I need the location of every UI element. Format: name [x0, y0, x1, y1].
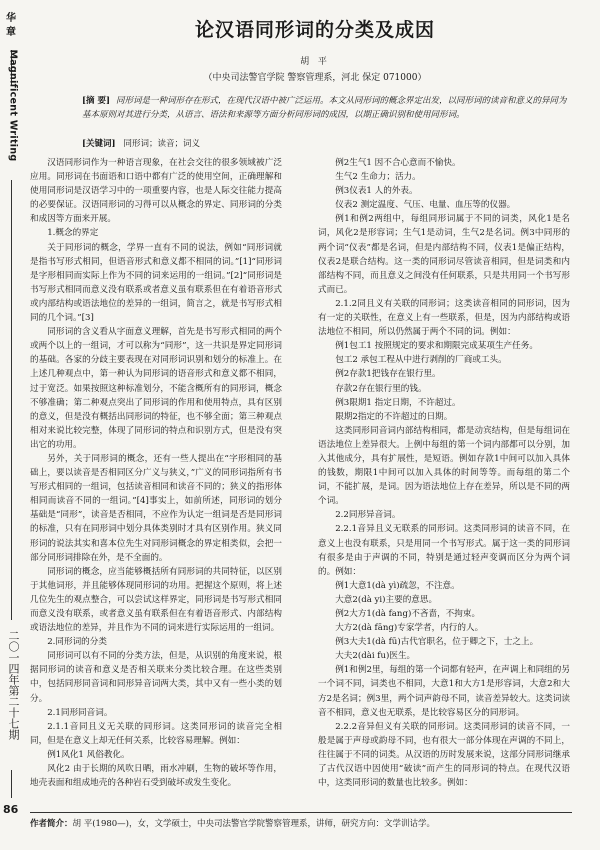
right-column [318, 156, 570, 796]
side-magazine-name: Magnificent Writing [7, 49, 19, 162]
side-journal-chars: 华章 [6, 13, 16, 38]
paragraph: 2.1.1音同且义无关联的同形词。这类同形词的读音完全相同，但是在意义上却无任何关系，比较容易理解。例如： [30, 721, 282, 746]
keywords-label: [关键词] [82, 139, 116, 149]
paragraph: 例1大意1(dà yì)疏忽，不注意。 [335, 580, 460, 591]
paragraph: 风化2 由于长期的风吹日晒，雨水冲刷，生物的破坏等作用，地壳表面和组成地壳的各种岩石受到破坏或发生变化。 [30, 764, 282, 789]
keywords [82, 137, 572, 151]
abstract-text: 同形词是一种词形存在形式，在现代汉语中被广泛运用。本文从同形词的概念界定出发，以同形词的读音和意义的异同为基本原则对其进行分类，从语言、语法和来源等方面分析同形词的成因，以期正确识别和使用同形词。 [82, 96, 567, 120]
side-strip [0, 0, 22, 850]
side-rule-bottom [11, 770, 12, 798]
side-rule-middle [11, 180, 12, 620]
section-heading: 2.同形词的分类 [47, 637, 107, 648]
author-bio [30, 818, 590, 830]
author-bio-text: 胡 平(1980—)，女，文学硕士，中央司法警官学院警察管理系，讲师，研究方向：文学训诂学。 [72, 819, 435, 829]
paragraph: 关于同形词的概念，学界一直有不同的说法，例如“同形词就是指书写形式相同，但语音形式和意义都不相同的词。”[1]“同形词是字形相同而实际上作为不同的词来运用的一组词。”[2]“同形词是书写形式相同而意义没有联系或者意义虽有联系但在有着语音形式或内部结构或语法地位的差异的一组词，简言之，就是书写形式相同的几个词。”[3] [30, 242, 282, 324]
paragraph: 同形词可以有不同的分类方法，但是，从识别的角度来说，根据同形词的读音和意义是否相关联来分类比较合理。在这些类别中，包括同形同音词和同形异音词两大类，其中又有一些小类的划分。 [30, 651, 282, 704]
paragraph: 另外，关于同形词的概念，还有一些人提出在“字形相同的基础上，要以读音是否相同区分广义与狭义，”广义的同形词指所有书写形式相同的一组词，包括读音相同和读音不同的；狭义的指形体相同而读音不同的一组词。”[4]事实上，如前所述，同形词的划分基础是“同形”，读音是否相同，不应作为认定一组词是否是同形词的标准，只有在同形词中划分具体类别时才具有区别作用。狭义同形词的说法其实和喜本位先生对同形词概念的界定相类似，会把一部分同形词排除在外，是不全面的。 [30, 453, 282, 563]
paragraph: 例1包工1 按照规定的要求和期限完成某项生产任务。 [335, 341, 538, 352]
paragraph: 例3仪表1 人的外表。 [335, 186, 418, 197]
author-name: 胡 平 [300, 57, 330, 67]
paragraph: 例3限期1 指定日期，不许超过。 [335, 397, 461, 408]
paragraph: 包工2 承包工程从中进行剥削的厂商或工头。 [335, 355, 507, 366]
paragraph: 仪表2 测定温度、气压、电量、血压等的仪器。 [335, 200, 516, 211]
section-heading: 1.概念的界定 [47, 228, 99, 239]
paragraph: 例3大夫1(dà fū)古代官职名，位于卿之下，士之上。 [335, 637, 539, 648]
page-number: 86 [3, 803, 19, 816]
paragraph: 同形词的概念，应当能够概括所有同形词的共同特征，以区别于其他词形，并且能够体现同形词的功用。把握这个原则，将上述几位先生的观点整合，可以尝试这样界定，同形词是书写形式相同而意义没有联系，或者意义虽有联系但在有着语音形式、内部结构或语法地位的差异，并且作为不同的词来进行实际运用的一组词。 [30, 566, 282, 634]
paragraph: 这类同形同音词内部结构相同，都是动宾结构，但是每组词在语法地位上差异很大。上例中每组的第一个词内部都可以分别，加入其他成分，具有扩展性，是短语。例如存款1中间可以加入具体的钱数，期限1中间可以加入具体的时间等等。而每组的第二个词，不能扩展，是词。因为语法地位上存在差异，所以是不同的两个词。 [318, 425, 570, 507]
paragraph: 同形词的含义看从字面意义理解，首先是书写形式相同的两个或两个以上的一组词，才可以称为“同形”，这一共识是界定同形词的基础。各家的分歧主要表现在对同形词识别和划分的标准上。在上述几种观点中，第一种认为同形词的语音形式和意义都不相同，过于宽泛。如果按照这种标准划分，不能含概所有的同形词，概念不够准确；第二种观点突出了同形词的作用和使用特点，具有区别的意义，但是没有概括出同形词的特征，也不够全面；第三种观点相对来说比较完整，体现了同形词的特点和识别方式，但是没有突出它的功用。 [30, 327, 282, 450]
abstract [82, 94, 572, 122]
paragraph: 例2大方1(dà fang)不吝啬，不拘束。 [335, 609, 481, 619]
left-column [30, 156, 282, 796]
author-affiliation: （中央司法警官学院 警察管理系，河北 保定 071000） [203, 73, 427, 83]
section-heading: 2.1同形同音词。 [47, 707, 113, 718]
paragraph: 例2生气1 因不合心意而不愉快。 [335, 158, 461, 168]
paragraph: 2.1.2同且义有关联的同形词；这类读音相同的同形词，因为有一定的关联性，在意义上有一些联系，但是，因为内部结构或语法地位不相同，所以仍然属于两个不同的词。例如： [318, 298, 570, 338]
paragraph: 限期2指定的不许超过的日期。 [335, 411, 453, 422]
paragraph: 例1和例2两组中，每组同形词属于不同的词类，风化1是名词，风化2是形容词；生气1是动词，生气2是名词。例3中同形的两个词“仪表”都是名词，但是内部结构不同，仪表1是偏正结构，仪表2是联合结构。这一类的同形词尽管读音相同，但是词类和内部结构不同，而且意义之间没有任何联系，只是共用同一个书写形式而已。 [318, 214, 570, 295]
paragraph: 汉语同形词作为一种语言现象，在社会交往的很多领域被广泛应用。同形词在书面语和口语中都有广泛的使用空间，正确理解和使用同形词是汉语学习中的一项重要内容，也是人际交往能力提高的必要保证。汉语同形词的习得可以从概念的界定、同形词的分类和成因等方面来开展。 [30, 158, 282, 225]
footer-rule [30, 812, 572, 813]
paragraph: 大夫2(dài fu)医生。 [335, 651, 416, 662]
side-issue-label: 二〇一四年第二十七期 [7, 630, 20, 740]
author-bio-label: 作者简介： [30, 819, 73, 829]
keywords-text: 同形词；读音；词义 [123, 139, 201, 149]
paragraph: 大意2(dà yi)主要的意思。 [335, 594, 438, 605]
section-heading: 2.2同形异音词。 [335, 510, 401, 521]
paragraph: 例1和例2里，每组的第一个词都有轻声，在声调上和同组的另一个词不同，词类也不相同，大意1和大方1是形容词，大意2和大方2是名词；例3里，两个词声韵母不同，读音差异较大。这类词读音不相同，意义也无联系，是比较容易区分的同形词。 [318, 665, 570, 718]
paragraph: 例2存款1把钱存在银行里。 [335, 369, 441, 380]
paragraph: 例1风化1 风俗教化。 [47, 749, 130, 760]
paragraph: 存款2存在银行里的钱。 [335, 383, 427, 394]
paragraph: 生气2 生命力；活力。 [335, 172, 421, 183]
paragraph: 大方2(dà fāng)专家学者，内行的人。 [335, 623, 484, 634]
paragraph: 2.2.2音异但义有关联的同形词。这类同形词的读音不同，一般是属于声母或韵母不同，也有很大一部分体现在声调的不同上，往往属于不同的词类。从汉语的历时发展来说，这部分同形词继承了古代汉语中因使用“破读”而产生的同形词的特点。在现代汉语中，这类同形词的数量也比较多。例如： [318, 721, 570, 789]
abstract-label: [摘 要] [82, 96, 111, 106]
paragraph: 2.2.1音异且义无联系的同形词。这类同形词的读音不同，在意义上也没有联系，只是用同一个书写形式。属于这一类的同形词有很多是由于声调的不同，特别是通过轻声变调而区分为两个词的。例如： [318, 524, 570, 577]
article-title: 论汉语同形词的分类及成因 [194, 19, 435, 41]
